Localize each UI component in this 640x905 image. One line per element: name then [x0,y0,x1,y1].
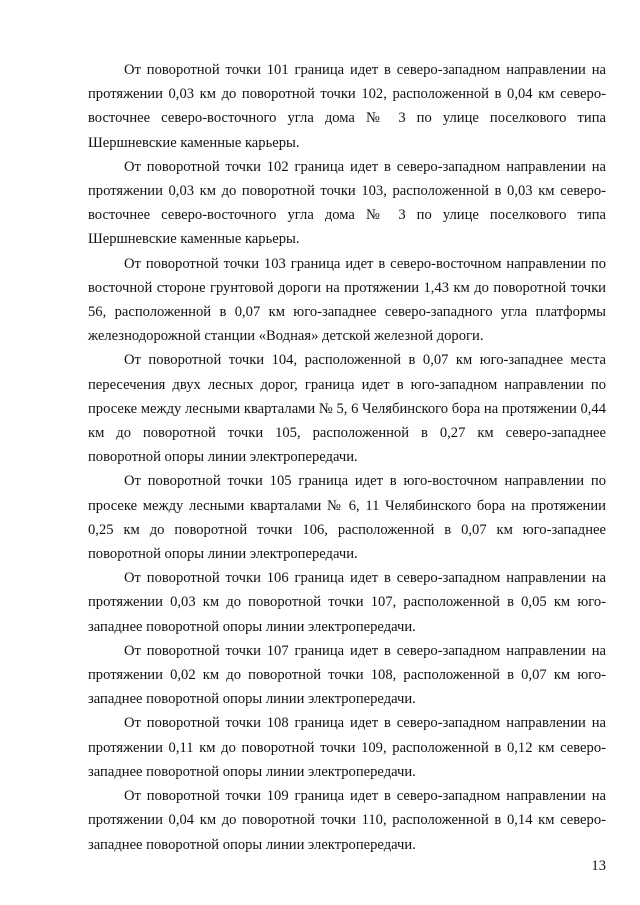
paragraph-2: От поворотной точки 102 граница идет в северо-западном направлении на протяжении 0,03 км до поворотной точки 103, расположенной в 0,03 км северо-восточнее северо-восточного угла дома № 3 по улице поселкового типа Шершневские каменные карьеры. [88,158,606,248]
document-body [88,58,606,857]
paragraph-8: От поворотной точки 108 граница идет в северо-западном направлении на протяжении 0,11 км до поворотной точки 109, расположенной в 0,12 км северо-западнее поворотной опоры линии электропередачи. [88,715,606,780]
paragraph-9: От поворотной точки 109 граница идет в северо-западном направлении на протяжении 0,04 км до поворотной точки 110, расположенной в 0,14 км северо-западнее поворотной опоры линии электропередачи. [88,788,606,853]
paragraph-5: От поворотной точки 105 граница идет в юго-восточном направлении по просеке между лесными кварталами № 6, 11 Челябинского бора на протяжении 0,25 км до поворотной точки 106, расположенной в 0,07 км юго-западнее поворотной опоры линии электропередачи. [88,473,606,563]
paragraph-3: От поворотной точки 103 граница идет в северо-восточном направлении по восточной стороне грунтовой дороги на протяжении 1,43 км до поворотной точки 56, расположенной в 0,07 км юго-западнее северо-западного угла платформы железнодорожной станции «Водная» детской железной дороги. [88,255,606,345]
paragraph-1: От поворотной точки 101 граница идет в северо-западном направлении на протяжении 0,03 км до поворотной точки 102, расположенной в 0,04 км северо-восточнее северо-восточного угла дома № 3 по улице поселкового типа Шершневские каменные карьеры. [88,62,606,151]
paragraph-7: От поворотной точки 107 граница идет в северо-западном направлении на протяжении 0,02 км до поворотной точки 108, расположенной в 0,07 км юго-западнее поворотной опоры линии электропередачи. [88,642,606,708]
page-number: 13 [591,858,606,874]
paragraph-4: От поворотной точки 104, расположенной в 0,07 км юго-западнее места пересечения двух лесных дорог, граница идет в юго-западном направлении по просеке между лесными кварталами № 5, 6 Челябинского бора на протяжении 0,44 км до поворотной точки 105, расположенной в 0,27 км северо-западнее поворотной опоры линии электропередачи. [88,352,606,466]
paragraph-6: От поворотной точки 106 граница идет в северо-западном направлении на протяжении 0,03 км до поворотной точки 107, расположенной в 0,05 км юго-западнее поворотной опоры линии электропередачи. [88,570,606,635]
